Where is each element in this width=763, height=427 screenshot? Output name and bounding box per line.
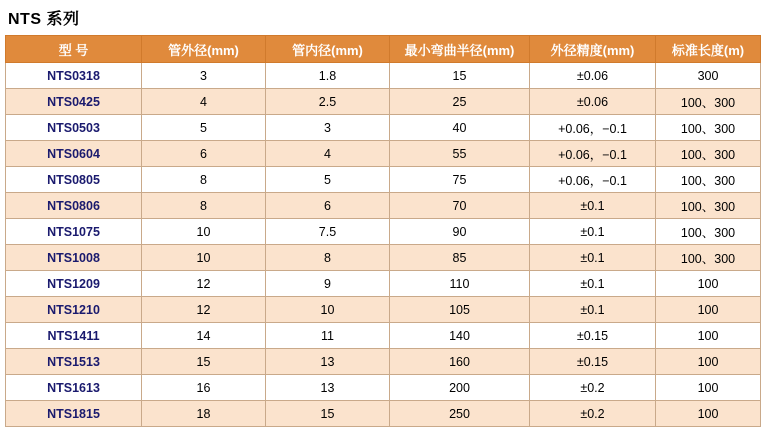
table-row: [6, 401, 761, 427]
cell-inner-diameter: 5: [266, 167, 390, 193]
column-header-inner-diameter: 管内径(mm): [266, 36, 390, 63]
cell-model: NTS0318: [6, 63, 142, 89]
cell-standard-length: 100: [656, 297, 761, 323]
cell-outer-diameter: 8: [142, 167, 266, 193]
cell-model: NTS1613: [6, 375, 142, 401]
cell-outer-diameter: 4: [142, 89, 266, 115]
cell-inner-diameter: 4: [266, 141, 390, 167]
column-header-standard-length: 标准长度(m): [656, 36, 761, 63]
table-row: [6, 63, 761, 89]
cell-standard-length: 300: [656, 63, 761, 89]
cell-outer-diameter: 14: [142, 323, 266, 349]
column-header-outer-diameter: 管外径(mm): [142, 36, 266, 63]
table-row: [6, 167, 761, 193]
cell-outer-diameter: 18: [142, 401, 266, 427]
cell-model: NTS0503: [6, 115, 142, 141]
cell-model: NTS1008: [6, 245, 142, 271]
cell-min-bend-radius: 110: [390, 271, 530, 297]
cell-outer-diameter: 15: [142, 349, 266, 375]
cell-tolerance: ±0.1: [530, 297, 656, 323]
cell-standard-length: 100、300: [656, 193, 761, 219]
cell-model: NTS0805: [6, 167, 142, 193]
table-row: [6, 349, 761, 375]
cell-tolerance: ±0.2: [530, 375, 656, 401]
cell-tolerance: ±0.1: [530, 271, 656, 297]
cell-standard-length: 100、300: [656, 141, 761, 167]
table-row: [6, 375, 761, 401]
cell-standard-length: 100、300: [656, 167, 761, 193]
cell-tolerance: +0.06，−0.1: [530, 141, 656, 167]
cell-tolerance: ±0.06: [530, 89, 656, 115]
cell-model: NTS1815: [6, 401, 142, 427]
cell-min-bend-radius: 90: [390, 219, 530, 245]
table-row: [6, 193, 761, 219]
cell-inner-diameter: 13: [266, 375, 390, 401]
cell-outer-diameter: 10: [142, 219, 266, 245]
cell-inner-diameter: 15: [266, 401, 390, 427]
table-row: [6, 219, 761, 245]
cell-tolerance: ±0.06: [530, 63, 656, 89]
cell-model: NTS1210: [6, 297, 142, 323]
cell-tolerance: ±0.1: [530, 245, 656, 271]
cell-min-bend-radius: 75: [390, 167, 530, 193]
cell-model: NTS1513: [6, 349, 142, 375]
cell-outer-diameter: 6: [142, 141, 266, 167]
cell-model: NTS0425: [6, 89, 142, 115]
cell-inner-diameter: 13: [266, 349, 390, 375]
cell-tolerance: ±0.15: [530, 323, 656, 349]
header-row: [6, 36, 761, 63]
cell-tolerance: ±0.2: [530, 401, 656, 427]
cell-outer-diameter: 12: [142, 297, 266, 323]
cell-inner-diameter: 10: [266, 297, 390, 323]
cell-standard-length: 100、300: [656, 245, 761, 271]
cell-inner-diameter: 9: [266, 271, 390, 297]
cell-inner-diameter: 11: [266, 323, 390, 349]
cell-min-bend-radius: 250: [390, 401, 530, 427]
table-row: [6, 323, 761, 349]
cell-standard-length: 100: [656, 349, 761, 375]
cell-min-bend-radius: 200: [390, 375, 530, 401]
table-row: [6, 245, 761, 271]
cell-standard-length: 100、300: [656, 219, 761, 245]
cell-tolerance: +0.06，−0.1: [530, 167, 656, 193]
cell-inner-diameter: 6: [266, 193, 390, 219]
cell-min-bend-radius: 70: [390, 193, 530, 219]
specification-table: [5, 35, 761, 427]
cell-min-bend-radius: 15: [390, 63, 530, 89]
column-header-outer-diameter-tolerance: 外径精度(mm): [530, 36, 656, 63]
cell-min-bend-radius: 160: [390, 349, 530, 375]
cell-standard-length: 100: [656, 401, 761, 427]
cell-standard-length: 100、300: [656, 115, 761, 141]
cell-min-bend-radius: 85: [390, 245, 530, 271]
cell-min-bend-radius: 25: [390, 89, 530, 115]
cell-standard-length: 100: [656, 375, 761, 401]
table-row: [6, 297, 761, 323]
cell-min-bend-radius: 55: [390, 141, 530, 167]
table-body: [6, 63, 761, 427]
cell-outer-diameter: 12: [142, 271, 266, 297]
cell-min-bend-radius: 140: [390, 323, 530, 349]
cell-standard-length: 100: [656, 323, 761, 349]
cell-outer-diameter: 16: [142, 375, 266, 401]
cell-model: NTS0806: [6, 193, 142, 219]
column-header-model: 型 号: [6, 36, 142, 63]
cell-model: NTS1075: [6, 219, 142, 245]
cell-tolerance: +0.06，−0.1: [530, 115, 656, 141]
cell-tolerance: ±0.1: [530, 219, 656, 245]
table-header: [6, 36, 761, 63]
cell-standard-length: 100、300: [656, 89, 761, 115]
column-header-min-bend-radius: 最小弯曲半径(mm): [390, 36, 530, 63]
cell-tolerance: ±0.1: [530, 193, 656, 219]
cell-model: NTS1411: [6, 323, 142, 349]
cell-standard-length: 100: [656, 271, 761, 297]
table-row: [6, 141, 761, 167]
cell-inner-diameter: 2.5: [266, 89, 390, 115]
page-title: NTS 系列: [8, 11, 80, 28]
cell-min-bend-radius: 40: [390, 115, 530, 141]
cell-inner-diameter: 3: [266, 115, 390, 141]
cell-model: NTS0604: [6, 141, 142, 167]
cell-inner-diameter: 7.5: [266, 219, 390, 245]
cell-outer-diameter: 5: [142, 115, 266, 141]
cell-inner-diameter: 8: [266, 245, 390, 271]
cell-outer-diameter: 3: [142, 63, 266, 89]
cell-min-bend-radius: 105: [390, 297, 530, 323]
cell-inner-diameter: 1.8: [266, 63, 390, 89]
cell-outer-diameter: 10: [142, 245, 266, 271]
table-row: [6, 89, 761, 115]
cell-model: NTS1209: [6, 271, 142, 297]
cell-tolerance: ±0.15: [530, 349, 656, 375]
cell-outer-diameter: 8: [142, 193, 266, 219]
table-row: [6, 115, 761, 141]
table-row: [6, 271, 761, 297]
